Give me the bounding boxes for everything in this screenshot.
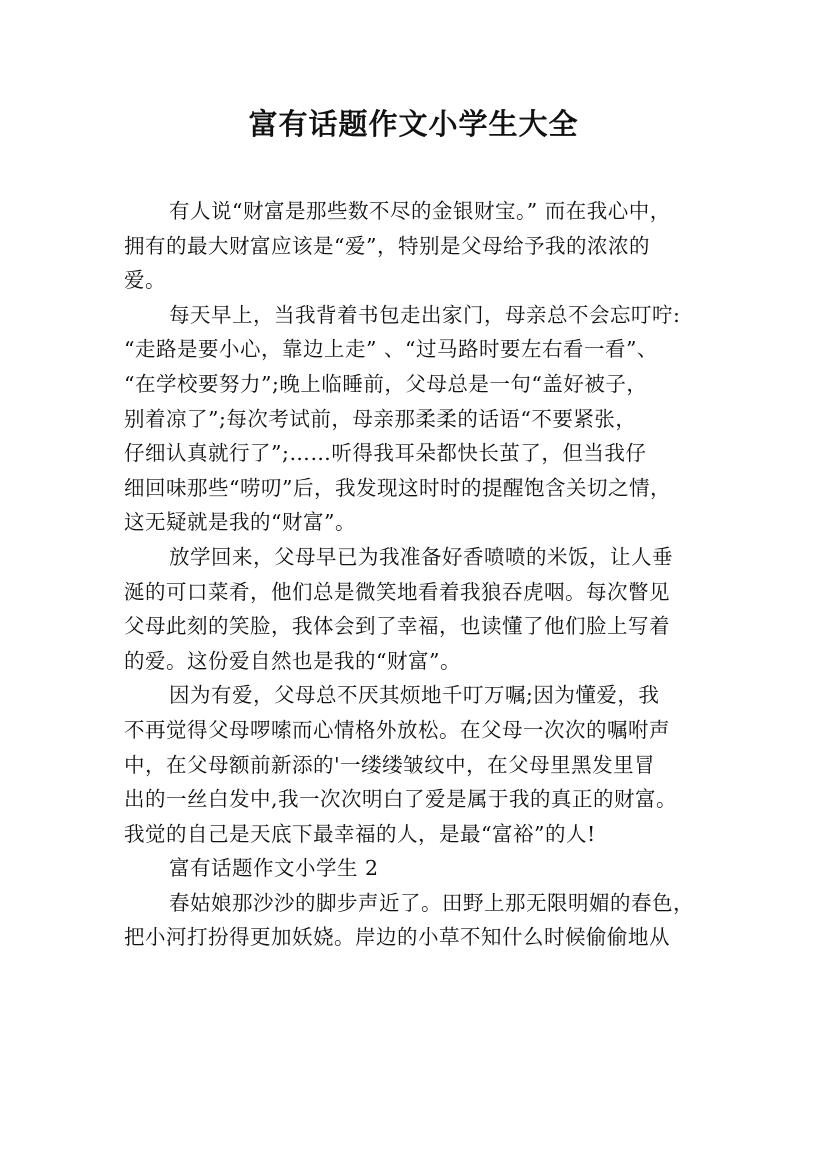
text-line: 的爱。这份爱自然也是我的“财富”。 (124, 648, 461, 673)
text-line: “走路是要小心，靠边上走” 、“过马路时要左右看一看”、 (124, 337, 658, 362)
document-title: 富有话题作文小学生大全 (248, 107, 579, 141)
text-line: 富有话题作文小学生 2 (169, 856, 379, 881)
document-body (124, 194, 714, 955)
text-line: 出的一丝白发中,我一次次明白了爱是属于我的真正的财富。 (124, 787, 678, 812)
text-line: 我觉的自己是天底下最幸福的人，是最“富裕”的人! (124, 821, 596, 846)
text-line: 因为有爱，父母总不厌其烦地千叮万嘱;因为懂爱，我 (169, 683, 660, 708)
text-line: “在学校要努力”;晚上临睡前，父母总是一句“盖好被子， (124, 371, 648, 396)
text-line: 细回味那些“唠叨”后，我发现这时时的提醒饱含关切之情， (124, 475, 671, 500)
text-line: 把小河打扮得更加妖娆。岸边的小草不知什么时候偷偷地从 (124, 925, 670, 950)
text-line: 每天早上，当我背着书包走出家门，母亲总不会忘叮咛: (169, 302, 681, 327)
text-line: 爱。 (124, 268, 166, 293)
text-line: 拥有的最大财富应该是“爱”，特别是父母给予我的浓浓的 (124, 233, 650, 258)
text-line: 春姑娘那沙沙的脚步声近了。田野上那无限明媚的春色， (169, 890, 694, 915)
text-line: 仔细认真就行了”;……听得我耳朵都快长茧了，但当我仔 (124, 441, 647, 466)
text-line: 这无疑就是我的“财富”。 (124, 510, 356, 535)
text-line: 有人说“财富是那些数不尽的金银财宝。” 而在我心中， (169, 199, 671, 223)
text-line: 别着凉了”;每次考试前，母亲那柔柔的话语“不要紧张， (124, 406, 637, 431)
text-line: 涎的可口菜肴，他们总是微笑地看着我狼吞虎咽。每次瞥见 (124, 579, 670, 604)
text-line: 中，在父母额前新添的'一缕缕皱纹中，在父母里黑发里冒 (124, 752, 656, 777)
text-line: 不再觉得父母啰嗦而心情格外放松。在父母一次次的嘱咐声 (124, 717, 670, 742)
text-line: 放学回来，父母早已为我准备好香喷喷的米饭，让人垂 (169, 544, 673, 569)
text-line: 父母此刻的笑脸，我体会到了幸福，也读懂了他们脸上写着 (124, 614, 670, 639)
